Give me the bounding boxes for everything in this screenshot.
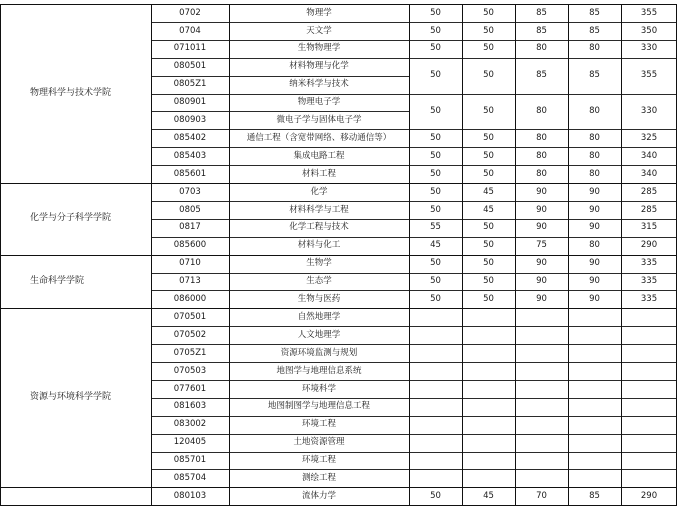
major-name: 生物与医药 — [297, 294, 341, 305]
major-name: 材料工程 — [301, 168, 336, 179]
major-code: 0805Z1 — [173, 79, 207, 90]
score-subject-2: 80 — [589, 150, 600, 161]
score-subject-1: 70 — [536, 490, 547, 501]
major-name: 材料科学与工程 — [289, 204, 349, 215]
score-foreign-language: 50 — [483, 168, 494, 179]
score-total: 335 — [640, 276, 658, 287]
major-code: 0710 — [179, 258, 201, 269]
score-total: 285 — [640, 186, 658, 197]
score-total: 330 — [640, 43, 658, 54]
score-subject-1: 85 — [536, 70, 547, 81]
major-name: 通信工程（含宽带网络、移动通信等） — [246, 132, 392, 143]
column-divider — [621, 4, 622, 505]
score-politics: 50 — [430, 294, 441, 305]
major-name: 物理电子学 — [297, 97, 341, 108]
score-total: 335 — [640, 294, 658, 305]
score-foreign-language: 50 — [483, 70, 494, 81]
score-politics: 50 — [430, 70, 441, 81]
major-name: 生态学 — [306, 276, 332, 287]
score-subject-1: 90 — [536, 276, 547, 287]
score-foreign-language: 45 — [483, 204, 494, 215]
score-politics: 55 — [430, 222, 441, 233]
score-subject-2: 85 — [589, 490, 600, 501]
college-name: 资源与环境科学学院 — [30, 392, 112, 403]
score-subject-2: 90 — [589, 222, 600, 233]
major-code: 0702 — [179, 7, 201, 18]
major-name: 生物学 — [306, 258, 332, 269]
major-name: 资源环境监测与规划 — [280, 347, 358, 358]
score-foreign-language: 50 — [483, 294, 494, 305]
score-subject-1: 90 — [536, 222, 547, 233]
score-total: 315 — [640, 222, 658, 233]
major-code: 0703 — [179, 186, 201, 197]
major-code: 085704 — [173, 473, 207, 484]
score-subject-2: 85 — [589, 25, 600, 36]
major-code: 086000 — [173, 294, 207, 305]
major-name: 土地资源管理 — [293, 437, 345, 448]
college-name: 生命科学学院 — [30, 275, 85, 286]
score-politics: 50 — [430, 168, 441, 179]
score-subject-2: 90 — [589, 276, 600, 287]
score-subject-2: 90 — [589, 294, 600, 305]
major-code: 080901 — [173, 97, 207, 108]
major-code: 085601 — [173, 168, 207, 179]
major-code: 0713 — [179, 276, 201, 287]
score-foreign-language: 50 — [483, 276, 494, 287]
score-politics: 50 — [430, 7, 441, 18]
major-name: 测绘工程 — [301, 473, 336, 484]
column-divider — [515, 4, 516, 505]
score-total: 340 — [640, 168, 658, 179]
score-subject-2: 90 — [589, 204, 600, 215]
score-subject-2: 80 — [589, 43, 600, 54]
score-total: 290 — [640, 490, 658, 501]
score-foreign-language: 50 — [483, 150, 494, 161]
score-subject-1: 90 — [536, 186, 547, 197]
major-name: 材料物理与化学 — [289, 61, 349, 72]
score-subject-2: 85 — [589, 70, 600, 81]
score-subject-1: 80 — [536, 168, 547, 179]
score-subject-1: 85 — [536, 25, 547, 36]
major-name: 物理学 — [306, 7, 332, 18]
score-politics: 50 — [430, 186, 441, 197]
college-name — [0, 487, 151, 505]
score-subject-2: 80 — [589, 132, 600, 143]
major-code: 085403 — [173, 150, 207, 161]
major-code: 0817 — [179, 222, 201, 233]
score-total: 285 — [640, 204, 658, 215]
score-subject-1: 80 — [536, 106, 547, 117]
major-code: 080903 — [173, 115, 207, 126]
major-code: 080103 — [173, 490, 207, 501]
major-name: 生物物理学 — [297, 43, 341, 54]
score-politics: 50 — [430, 43, 441, 54]
score-subject-1: 80 — [536, 132, 547, 143]
score-subject-1: 85 — [536, 7, 547, 18]
score-subject-2: 90 — [589, 258, 600, 269]
score-politics: 50 — [430, 276, 441, 287]
major-code: 080501 — [173, 61, 207, 72]
major-code: 070503 — [173, 365, 207, 376]
score-foreign-language: 50 — [483, 240, 494, 251]
major-name: 环境工程 — [301, 419, 336, 430]
major-code: 120405 — [173, 437, 207, 448]
column-divider — [0, 4, 1, 505]
column-divider — [409, 4, 410, 505]
major-code: 083002 — [173, 419, 207, 430]
score-subject-1: 90 — [536, 258, 547, 269]
major-code: 0705Z1 — [173, 347, 207, 358]
college-name: 化学与分子科学学院 — [30, 213, 112, 224]
major-code: 085402 — [173, 132, 207, 143]
college-name: 物理科学与技术学院 — [30, 88, 112, 98]
score-total: 355 — [640, 70, 658, 81]
major-name: 化学工程与技术 — [289, 222, 349, 233]
score-subject-1: 90 — [536, 294, 547, 305]
major-name: 集成电路工程 — [293, 150, 345, 161]
major-name: 微电子学与固体电子学 — [276, 115, 362, 126]
major-code: 071011 — [173, 43, 207, 54]
major-code: 085701 — [173, 455, 207, 466]
major-name: 人文地理学 — [297, 329, 341, 340]
score-foreign-language: 50 — [483, 43, 494, 54]
score-subject-2: 80 — [589, 106, 600, 117]
score-subject-2: 80 — [589, 240, 600, 251]
major-name: 地图制图学与地理信息工程 — [267, 401, 370, 412]
major-name: 自然地理学 — [297, 311, 341, 322]
major-name: 化学 — [310, 186, 328, 197]
score-foreign-language: 50 — [483, 106, 494, 117]
score-foreign-language: 50 — [483, 25, 494, 36]
score-politics: 45 — [430, 240, 441, 251]
score-foreign-language: 45 — [483, 186, 494, 197]
score-foreign-language: 50 — [483, 132, 494, 143]
score-total: 335 — [640, 258, 658, 269]
score-total: 330 — [640, 106, 658, 117]
score-politics: 50 — [430, 132, 441, 143]
score-subject-2: 80 — [589, 168, 600, 179]
major-code: 070501 — [173, 311, 207, 322]
column-divider — [151, 4, 152, 505]
major-name: 纳米科学与技术 — [289, 79, 349, 90]
score-foreign-language: 45 — [483, 490, 494, 501]
score-total: 350 — [640, 25, 658, 36]
score-politics: 50 — [430, 106, 441, 117]
major-name: 流体力学 — [301, 490, 336, 501]
score-subject-1: 80 — [536, 43, 547, 54]
score-foreign-language: 50 — [483, 258, 494, 269]
score-subject-2: 85 — [589, 7, 600, 18]
column-divider — [462, 4, 463, 505]
major-code: 0704 — [179, 25, 201, 36]
score-foreign-language: 50 — [483, 7, 494, 18]
score-total: 355 — [640, 7, 658, 18]
score-politics: 50 — [430, 490, 441, 501]
major-name: 天文学 — [306, 25, 332, 36]
score-subject-1: 80 — [536, 150, 547, 161]
score-subject-2: 90 — [589, 186, 600, 197]
column-divider — [568, 4, 569, 505]
major-code: 0805 — [179, 204, 201, 215]
major-code: 085600 — [173, 240, 207, 251]
major-name: 环境工程 — [301, 455, 336, 466]
score-total: 325 — [640, 132, 658, 143]
score-politics: 50 — [430, 204, 441, 215]
score-subject-1: 90 — [536, 204, 547, 215]
score-politics: 50 — [430, 25, 441, 36]
score-total: 290 — [640, 240, 658, 251]
score-foreign-language: 50 — [483, 222, 494, 233]
column-divider — [229, 4, 230, 505]
score-total: 340 — [640, 150, 658, 161]
major-name: 材料与化工 — [297, 240, 341, 251]
score-politics: 50 — [430, 258, 441, 269]
major-code: 081603 — [173, 401, 207, 412]
major-name: 地图学与地理信息系统 — [276, 365, 362, 376]
score-politics: 50 — [430, 150, 441, 161]
major-name: 环境科学 — [301, 383, 336, 394]
major-code: 077601 — [173, 383, 207, 394]
score-subject-1: 75 — [536, 240, 547, 251]
major-code: 070502 — [173, 329, 207, 340]
